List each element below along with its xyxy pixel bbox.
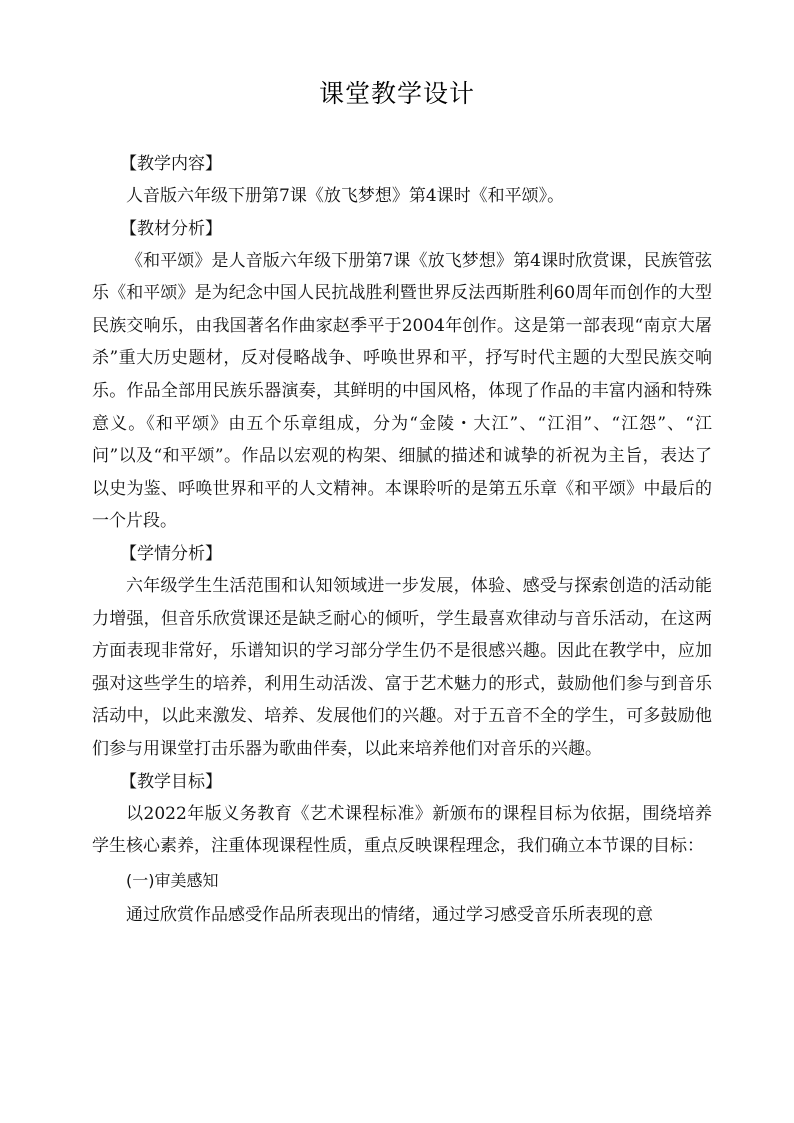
page-title: 课堂教学设计 (318, 79, 475, 108)
aesthetic-perception-text: 通过欣赏作品感受作品所表现出的情绪，通过学习感受音乐所表现的意 (126, 904, 653, 925)
sub-heading-aesthetic-perception: (一)审美感知 (126, 870, 219, 890)
section-heading-teaching-content: 【教学内容】 (120, 154, 222, 174)
document-body (92, 148, 712, 931)
section-heading-material-analysis: 【教材分析】 (120, 218, 222, 239)
teaching-content-text: 人音版六年级下册第7课《放飞梦想》第4课时《和平颂》。 (126, 186, 565, 206)
teaching-goals-text: 以2022年版义务教育《艺术课程标准》新颁布的课程目标为依据，围绕培养学生核心素养，注重体现课程性质，重点反映课程理念，我们确立本节课的目标： (92, 803, 712, 857)
section-heading-student-analysis: 【学情分析】 (120, 543, 222, 564)
section-heading-teaching-goals: 【教学目标】 (120, 771, 222, 792)
material-analysis-text: 《和平颂》是人音版六年级下册第7课《放飞梦想》第4课时欣赏课，民族管弦乐《和平颂》是为纪念中国人民抗战胜利暨世界反法西斯胜利60周年而创作的大型民族交响乐，由我国著名作曲家赵季平于2004年创作。这是第一部表现“南京大屠杀”重大历史题材，反对侵略战争、呼唤世界和平，抒写时代主题的大型民族交响乐。作品全部用民族乐器演奏，其鲜明的中国风格，体现了作品的丰富内涵和特殊意义。《和平颂》由五个乐章组成，分为“金陵・大江”、“江泪”、“江怨”、“江问”以及“和平颂”。作品以宏观的构架、细腻的描述和诚挚的祈祝为主旨，表达了以史为鉴、呼唤世界和平的人文精神。本课聆听的是第五乐章《和平颂》中最后的一个片段。 (92, 250, 712, 532)
student-analysis-text: 六年级学生生活范围和认知领域进一步发展，体验、感受与探索创造的活动能力增强，但音乐欣赏课还是缺乏耐心的倾听，学生最喜欢律动与音乐活动，在这两方面表现非常好，乐谱知识的学习部分学生仍不是很感兴趣。因此在教学中，应加强对这些学生的培养，利用生动活泼、富于艺术魅力的形式，鼓励他们参与到音乐活动中，以此来激发、培养、发展他们的兴趣。对于五音不全的学生，可多鼓励他们参与用课堂打击乐器为歌曲伴奏，以此来培养他们对音乐的兴趣。 (92, 575, 712, 759)
